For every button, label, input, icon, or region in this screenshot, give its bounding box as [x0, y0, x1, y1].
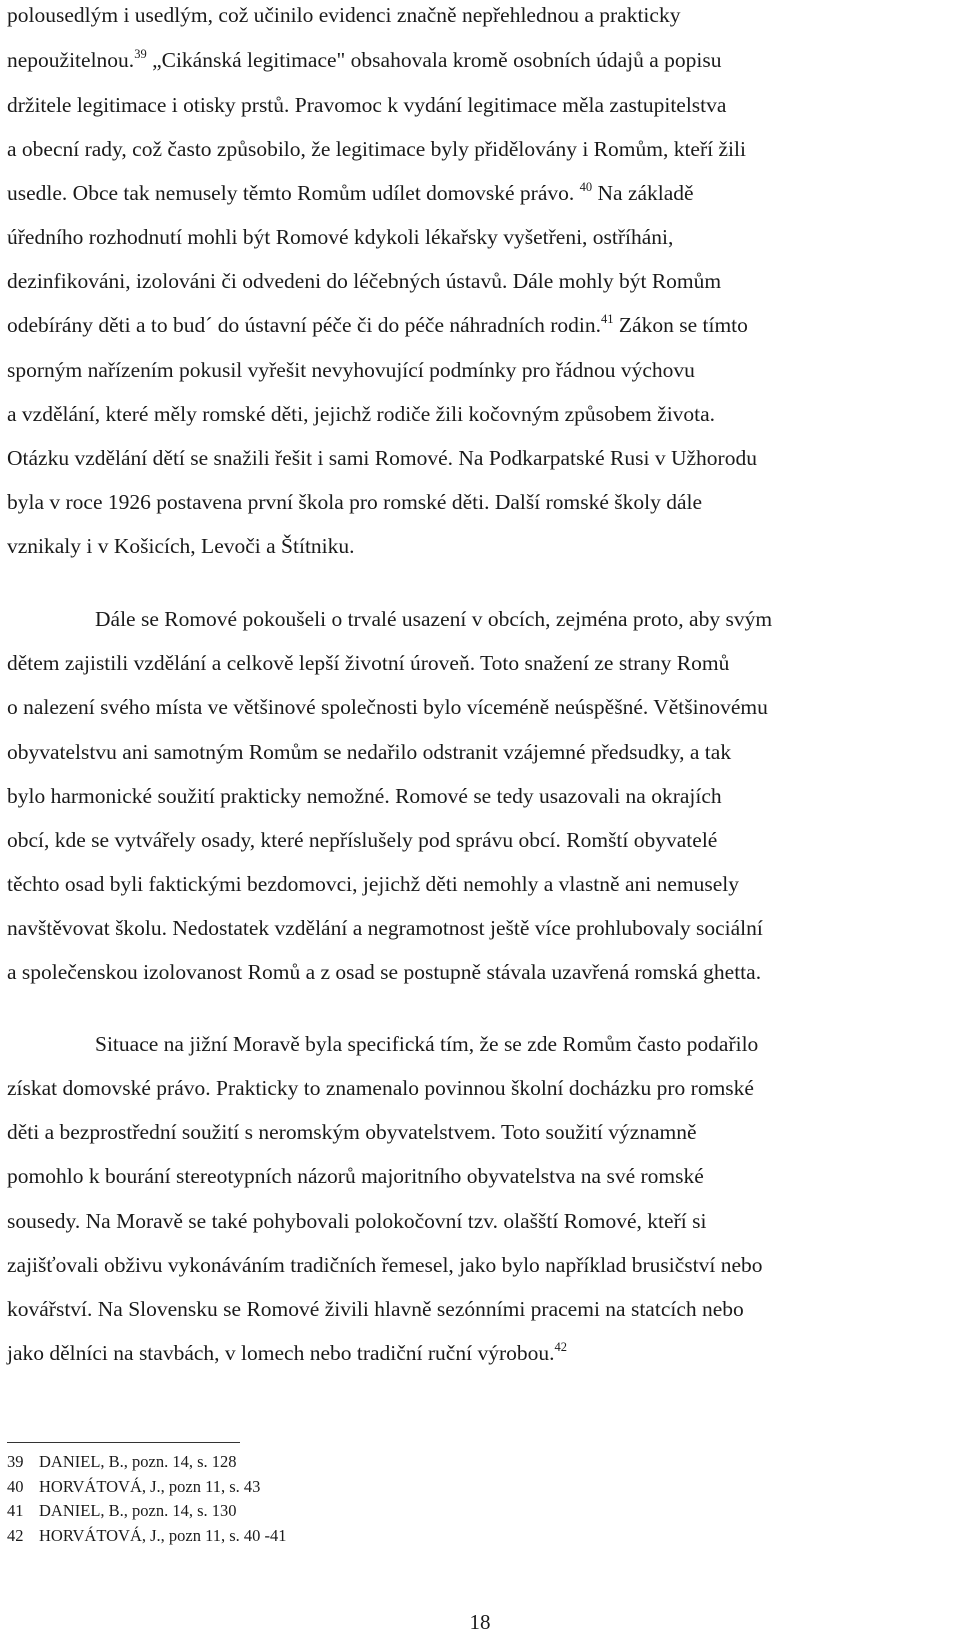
footnote-reference[interactable]: 40 [579, 180, 593, 194]
text-segment: zajišťovali obživu vykonáváním tradičních řemesel, jako bylo například brusičství nebo [7, 1253, 763, 1277]
text-line [7, 134, 746, 164]
text-segment: Zákon se tímto [613, 313, 748, 337]
text-segment: odebírány děti a to bud´ do ústavní péče či do péče náhradních rodin. [7, 313, 602, 337]
text-segment: jako dělníci na stavbách, v lomech nebo tradiční ruční výrobou. [7, 1341, 555, 1365]
footnote-text: HORVÁTOVÁ, J., pozn 11, s. 43 [39, 1477, 261, 1496]
footnote-item [7, 1452, 237, 1472]
text-line [7, 399, 715, 429]
text-line [7, 692, 768, 722]
footnote-reference[interactable]: 41 [601, 312, 614, 326]
text-line [95, 1029, 758, 1059]
text-line [7, 781, 722, 811]
text-segment: těchto osad byli faktickými bezdomovci, jejichž děti nemohly a vlastně ani nemusely [7, 872, 739, 896]
text-segment: byla v roce 1926 postavena první škola pro romské děti. Další romské školy dále [7, 490, 703, 514]
footnote-reference[interactable]: 42 [554, 1340, 567, 1354]
text-segment: bylo harmonické soužití prakticky nemožné. Romové se tedy usazovali na okrajích [7, 784, 722, 808]
text-segment: dezinfikováni, izolováni či odvedeni do léčebných ústavů. Dále mohly být Romům [7, 269, 722, 293]
text-segment: vznikaly i v Košicích, Levoči a Štítniku. [7, 534, 355, 558]
text-line [7, 1161, 704, 1191]
text-line [7, 45, 722, 75]
text-segment: Situace na jižní Moravě byla specifická tím, že se zde Romům často podařilo [95, 1032, 759, 1056]
footnote-item [7, 1526, 287, 1546]
text-line [7, 1073, 754, 1103]
text-segment: získat domovské právo. Prakticky to znamenalo povinnou školní docházku pro romské [7, 1076, 754, 1100]
text-line [7, 266, 721, 296]
text-segment: Otázku vzdělání dětí se snažili řešit i sami Romové. Na Podkarpatské Rusi v Užhorodu [7, 446, 757, 470]
footnote-number: 41 [7, 1501, 24, 1520]
text-line [7, 178, 694, 208]
page-number: 18 [469, 1610, 491, 1634]
footnote-separator [7, 1442, 240, 1443]
text-segment: držitele legitimace i otisky prstů. Pravomoc k vydání legitimace měla zastupitelstva [7, 93, 727, 117]
text-line [7, 648, 729, 678]
text-segment: děti a bezprostřední soužití s neromským obyvatelstvem. Toto soužití významně [7, 1120, 697, 1144]
footnote-number: 39 [7, 1452, 24, 1471]
text-line [7, 957, 761, 987]
footnote-text: HORVÁTOVÁ, J., pozn 11, s. 40 -41 [39, 1526, 287, 1545]
text-segment: pomohlo k bourání stereotypních názorů majoritního obyvatelstva na své romské [7, 1164, 704, 1188]
text-segment: nepoužitelnou. [7, 48, 135, 72]
text-segment: obcí, kde se vytvářely osady, které nepříslušely pod správu obcí. Romští obyvatelé [7, 828, 718, 852]
text-segment: a obecní rady, což často způsobilo, že legitimace byly přidělovány i Romům, kteří žili [7, 137, 746, 161]
text-line [7, 737, 731, 767]
text-line [7, 310, 748, 340]
text-line [7, 355, 695, 385]
text-segment: dětem zajistili vzdělání a celkově lepší životní úroveň. Toto snažení ze strany Romů [7, 651, 730, 675]
text-segment: usedle. Obce tak nemusely těmto Romům udílet domovské právo. [7, 181, 580, 205]
text-segment: polousedlým i usedlým, což učinilo evidenci značně nepřehlednou a prakticky [7, 3, 681, 27]
text-line [7, 1338, 567, 1368]
text-line [7, 869, 739, 899]
text-segment: Na základě [592, 181, 694, 205]
text-segment: Dále se Romové pokoušeli o trvalé usazení v obcích, zejména proto, aby svým [95, 607, 773, 631]
text-line [7, 1250, 763, 1280]
text-segment: sporným nařízením pokusil vyřešit nevyhovující podmínky pro řádnou výchovu [7, 358, 695, 382]
text-line [7, 222, 673, 252]
text-line [7, 913, 763, 943]
text-line [7, 487, 702, 517]
footnote-item [7, 1501, 237, 1521]
footnote-number: 40 [7, 1477, 24, 1496]
text-line [7, 1206, 706, 1236]
text-segment: o nalezení svého místa ve většinové společnosti bylo víceméně neúspěšné. Většinovému [7, 695, 768, 719]
footnote-number: 42 [7, 1526, 24, 1545]
footnote-text: DANIEL, B., pozn. 14, s. 128 [39, 1452, 237, 1471]
text-segment: navštěvovat školu. Nedostatek vzdělání a negramotnost ještě více prohlubovaly sociální [7, 916, 763, 940]
text-segment: kovářství. Na Slovensku se Romové živili hlavně sezónními pracemi na statcích nebo [7, 1297, 744, 1321]
text-segment: úředního rozhodnutí mohli být Romové kdykoli lékařsky vyšetřeni, ostříháni, [7, 225, 674, 249]
text-line [7, 1294, 744, 1324]
text-line [7, 531, 355, 561]
footnote-text: DANIEL, B., pozn. 14, s. 130 [39, 1501, 237, 1520]
footnote-reference[interactable]: 39 [134, 47, 147, 61]
text-line [7, 1117, 697, 1147]
text-segment: „Cikánská legitimace" obsahovala kromě osobních údajů a popisu [146, 48, 722, 72]
text-segment: a společenskou izolovanost Romů a z osad se postupně stávala uzavřená romská ghetta. [7, 960, 762, 984]
text-line [7, 825, 717, 855]
text-line [95, 604, 772, 634]
text-line [7, 90, 726, 120]
text-segment: sousedy. Na Moravě se také pohybovali polokočovní tzv. olašští Romové, kteří si [7, 1209, 707, 1233]
text-line [7, 0, 680, 30]
text-segment: obyvatelstvu ani samotným Romům se nedařilo odstranit vzájemné předsudky, a tak [7, 740, 732, 764]
text-segment: a vzdělání, které měly romské děti, jejichž rodiče žili kočovným způsobem života. [7, 402, 716, 426]
text-line [7, 443, 757, 473]
footnote-item [7, 1477, 260, 1497]
